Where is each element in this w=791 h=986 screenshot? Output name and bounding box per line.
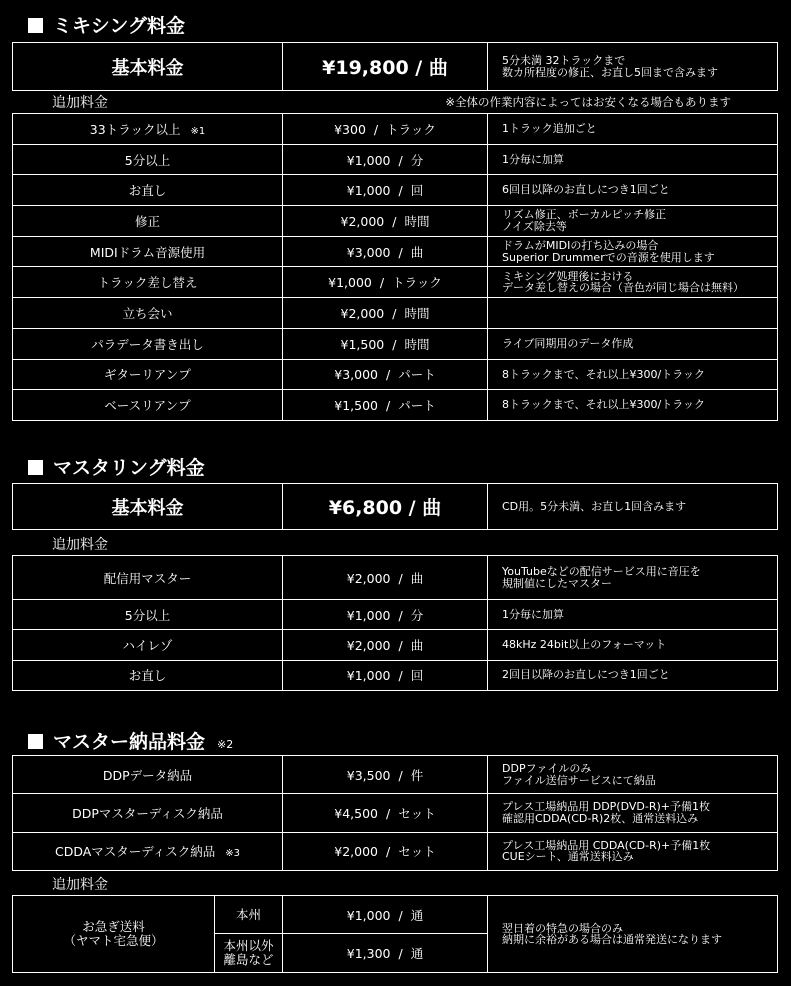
square-bullet-icon	[28, 734, 43, 749]
item-price: ¥2,000 / 曲	[283, 556, 488, 600]
item-name: 立ち会い	[13, 298, 283, 329]
item-desc: プレス工場納品用 CDDA(CD-R)+予備1枚 CUEシート、通常送料込み	[488, 832, 778, 870]
item-name: ベースリアンプ	[13, 390, 283, 421]
price-row	[13, 556, 778, 600]
square-bullet-icon	[28, 18, 43, 33]
price-row	[13, 114, 778, 145]
item-name: お直し	[13, 660, 283, 690]
item-desc: 1分毎に加算	[488, 144, 778, 175]
shipping-area: 本州	[215, 896, 283, 934]
price-row	[13, 359, 778, 390]
price-row	[13, 794, 778, 832]
price-row	[13, 756, 778, 794]
item-desc: ドラムがMIDIの打ち込みの場合 Superior Drummerでの音源を使用します	[488, 236, 778, 267]
item-name: 5分以上	[13, 600, 283, 630]
footnote-mark: ※3	[225, 848, 241, 860]
delivery-extra-label: 追加料金	[52, 877, 108, 893]
item-price: ¥2,000 / セット	[283, 832, 488, 870]
price-row	[13, 390, 778, 421]
mixing-extra-note: ※全体の作業内容によってはお安くなる場合もあります	[445, 95, 731, 109]
item-price: ¥2,000 / 曲	[283, 630, 488, 660]
square-bullet-icon	[28, 460, 43, 475]
base-label: 基本料金	[13, 43, 283, 91]
item-price: ¥1,000 / 回	[283, 660, 488, 690]
item-price: ¥3,500 / 件	[283, 756, 488, 794]
mixing-base-table	[12, 42, 778, 91]
item-price: ¥1,500 / パート	[283, 390, 488, 421]
item-price: ¥2,000 / 時間	[283, 298, 488, 329]
mixing-extra-label: 追加料金	[52, 95, 108, 111]
price-row	[13, 236, 778, 267]
item-price: ¥1,500 / 時間	[283, 328, 488, 359]
item-desc: 6回目以降のお直しにつき1回ごと	[488, 175, 778, 206]
price-row	[13, 298, 778, 329]
base-desc: 5分未満 32トラックまで 数カ所程度の修正、お直し5回まで含みます	[488, 43, 778, 91]
shipping-desc: 翌日着の特急の場合のみ 納期に余裕がある場合は通常発送になります	[488, 896, 778, 973]
price-row	[13, 630, 778, 660]
shipping-table	[12, 895, 778, 973]
base-price: ¥6,800 / 曲	[283, 484, 488, 530]
mastering-base-table	[12, 483, 778, 530]
item-name: CDDAマスターディスク納品 ※3	[13, 832, 283, 870]
item-name: 5分以上	[13, 144, 283, 175]
price-row	[13, 144, 778, 175]
price-row	[13, 175, 778, 206]
delivery-table	[12, 755, 778, 871]
price-row	[13, 660, 778, 690]
item-name: DDPマスターディスク納品	[13, 794, 283, 832]
item-name: トラック差し替え	[13, 267, 283, 298]
item-desc: ライブ同期用のデータ作成	[488, 328, 778, 359]
item-desc: 48kHz 24bit以上のフォーマット	[488, 630, 778, 660]
item-desc: 8トラックまで、それ以上¥300/トラック	[488, 359, 778, 390]
item-price: ¥1,000 / 分	[283, 144, 488, 175]
item-desc: 2回目以降のお直しにつき1回ごと	[488, 660, 778, 690]
price-row	[13, 206, 778, 237]
item-desc: DDPファイルのみ ファイル送信サービスにて納品	[488, 756, 778, 794]
delivery-section-title: マスター納品料金 ※2	[28, 727, 233, 754]
shipping-area: 本州以外 離島など	[215, 934, 283, 973]
mixing-base-row	[13, 43, 778, 91]
item-price: ¥3,000 / パート	[283, 359, 488, 390]
item-name: 33トラック以上 ※1	[13, 114, 283, 145]
item-name: 配信用マスター	[13, 556, 283, 600]
mixing-extra-table	[12, 113, 778, 421]
item-name: MIDIドラム音源使用	[13, 236, 283, 267]
item-desc: 1分毎に加算	[488, 600, 778, 630]
mastering-base-row	[13, 484, 778, 530]
item-name: 修正	[13, 206, 283, 237]
price-row	[13, 328, 778, 359]
shipping-row	[13, 896, 778, 934]
price-row	[13, 600, 778, 630]
item-price: ¥1,000 / 分	[283, 600, 488, 630]
item-name: お直し	[13, 175, 283, 206]
item-desc	[488, 298, 778, 329]
shipping-name: お急ぎ送料 （ヤマト宅急便）	[13, 896, 215, 973]
item-price: ¥4,500 / セット	[283, 794, 488, 832]
shipping-price: ¥1,000 / 通	[283, 896, 488, 934]
item-name: パラデータ書き出し	[13, 328, 283, 359]
mixing-section-title: ミキシング料金	[28, 11, 185, 38]
base-label: 基本料金	[13, 484, 283, 530]
item-price: ¥1,000 / トラック	[283, 267, 488, 298]
item-price: ¥300 / トラック	[283, 114, 488, 145]
price-row	[13, 267, 778, 298]
mastering-section-title: マスタリング料金	[28, 453, 205, 480]
item-desc: 1トラック追加ごと	[488, 114, 778, 145]
mastering-extra-table	[12, 555, 778, 691]
price-row	[13, 832, 778, 870]
shipping-price: ¥1,300 / 通	[283, 934, 488, 973]
item-name: ハイレゾ	[13, 630, 283, 660]
item-name: DDPデータ納品	[13, 756, 283, 794]
item-price: ¥2,000 / 時間	[283, 206, 488, 237]
item-desc: YouTubeなどの配信サービス用に音圧を 規制値にしたマスター	[488, 556, 778, 600]
base-price: ¥19,800 / 曲	[283, 43, 488, 91]
item-price: ¥3,000 / 曲	[283, 236, 488, 267]
item-desc: 8トラックまで、それ以上¥300/トラック	[488, 390, 778, 421]
item-desc: プレス工場納品用 DDP(DVD-R)+予備1枚 確認用CDDA(CD-R)2枚、通常送料込み	[488, 794, 778, 832]
footnote-mark: ※1	[190, 125, 206, 137]
base-desc: CD用。5分未満、お直し1回含みます	[488, 484, 778, 530]
item-desc: リズム修正、ボーカルピッチ修正 ノイズ除去等	[488, 206, 778, 237]
mastering-extra-label: 追加料金	[52, 537, 108, 553]
item-name: ギターリアンプ	[13, 359, 283, 390]
item-price: ¥1,000 / 回	[283, 175, 488, 206]
item-desc: ミキシング処理後における データ差し替えの場合（音色が同じ場合は無料）	[488, 267, 778, 298]
